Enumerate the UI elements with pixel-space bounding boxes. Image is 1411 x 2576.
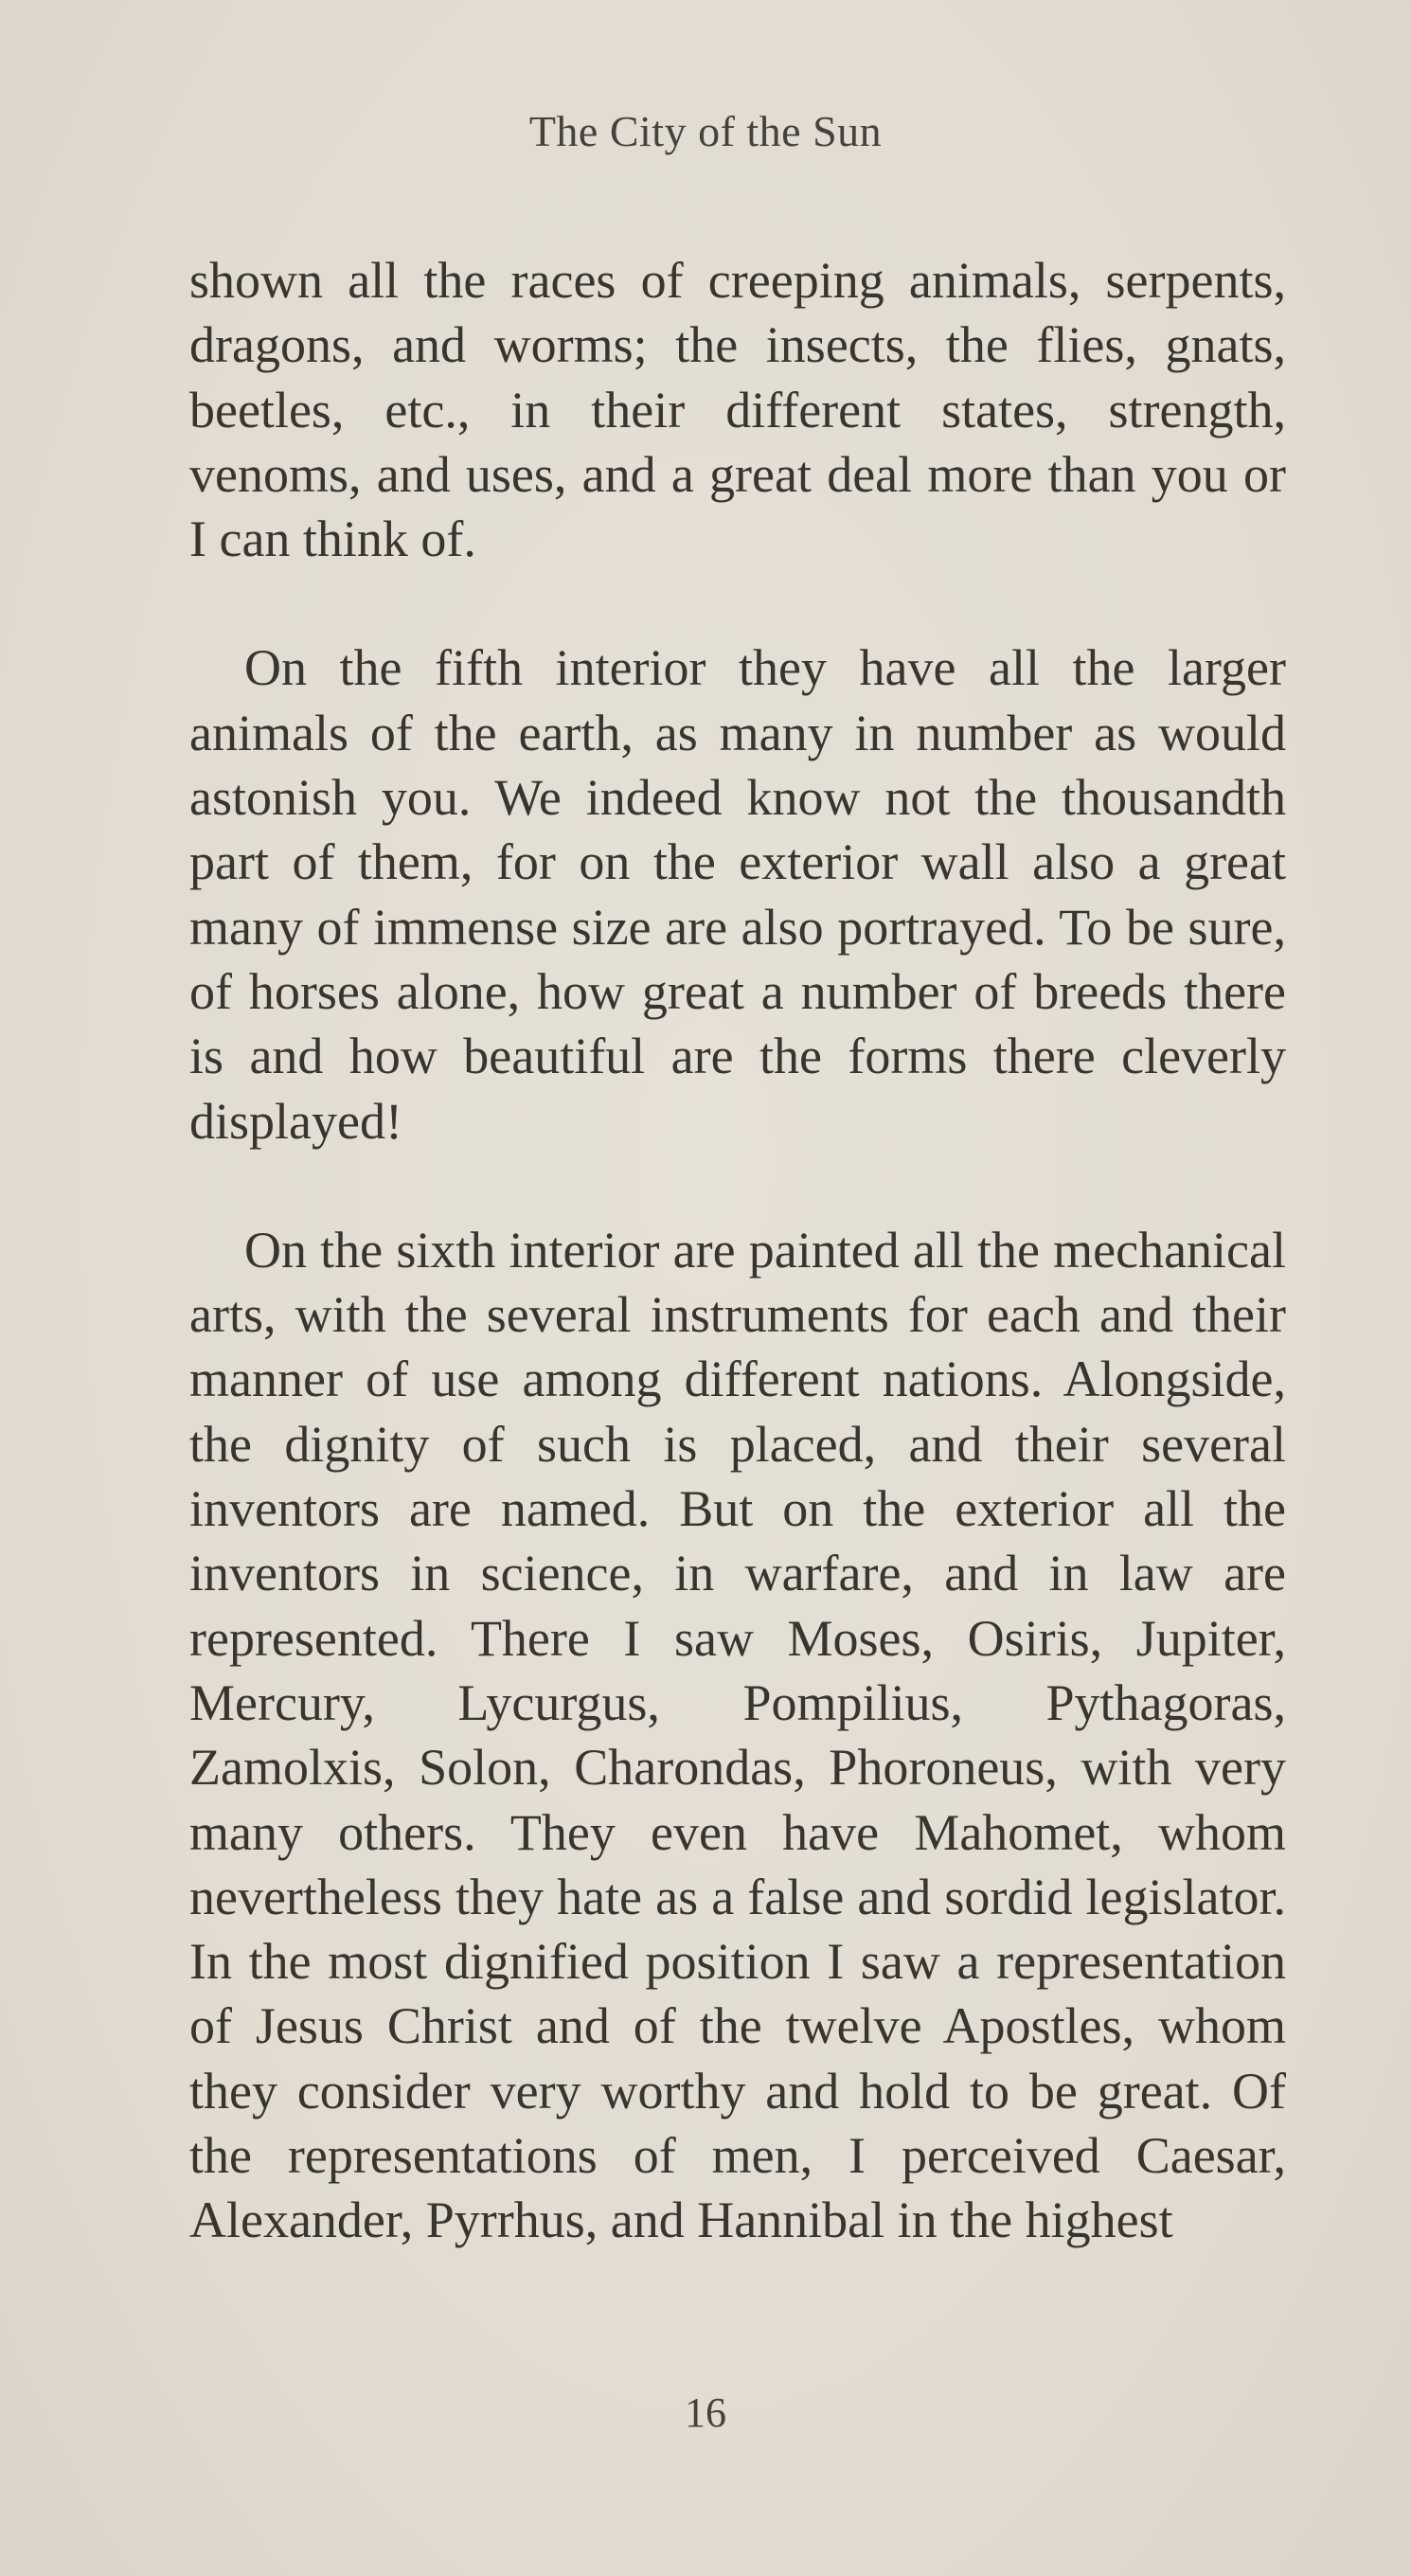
paragraph-continued: shown all the races of creeping animals, serpents, dragons, and worms; the insects, the flies, gnats, beetles, etc., in their different states, strength, venoms, and uses, and a great deal more than you or I can think of. (189, 252, 1286, 568)
page-number: 16 (685, 2389, 726, 2436)
paragraph-sixth-interior: On the sixth interior are painted all the mechanical arts, with the several instruments for each and their manner of use among different nations. Alongside, the dignity of such is placed, and their several inventors are named. But on the exterior all the inventors in science, in warfare, and in law are represented. There I saw Moses, Osiris, Jupiter, Mercury, Lycurgus, Pompilius, Pythagoras, Zamolxis, Solon, Charondas, Phoroneus, with very many others. They even have Mahomet, whom nevertheless they hate as a false and sordid legislator. In the most dignified position I saw a representation of Jesus Christ and of the twelve Apostles, whom they consider very worthy and hold to be great. Of the representations of men, I perceived Caesar, Alexander, Pyrrhus, and Hannibal in the highest (189, 1221, 1286, 2249)
paragraph-fifth-interior: On the fifth interior they have all the larger animals of the earth, as many in number as would astonish you. We indeed know not the thousandth part of them, for on the exterior wall also a great many of immense size are also portrayed. To be sure, of horses alone, how great a number of breeds there is and how beautiful are the forms there cleverly displayed! (189, 639, 1286, 1150)
running-head: The City of the Sun (528, 107, 883, 155)
body-text (189, 248, 1286, 2253)
